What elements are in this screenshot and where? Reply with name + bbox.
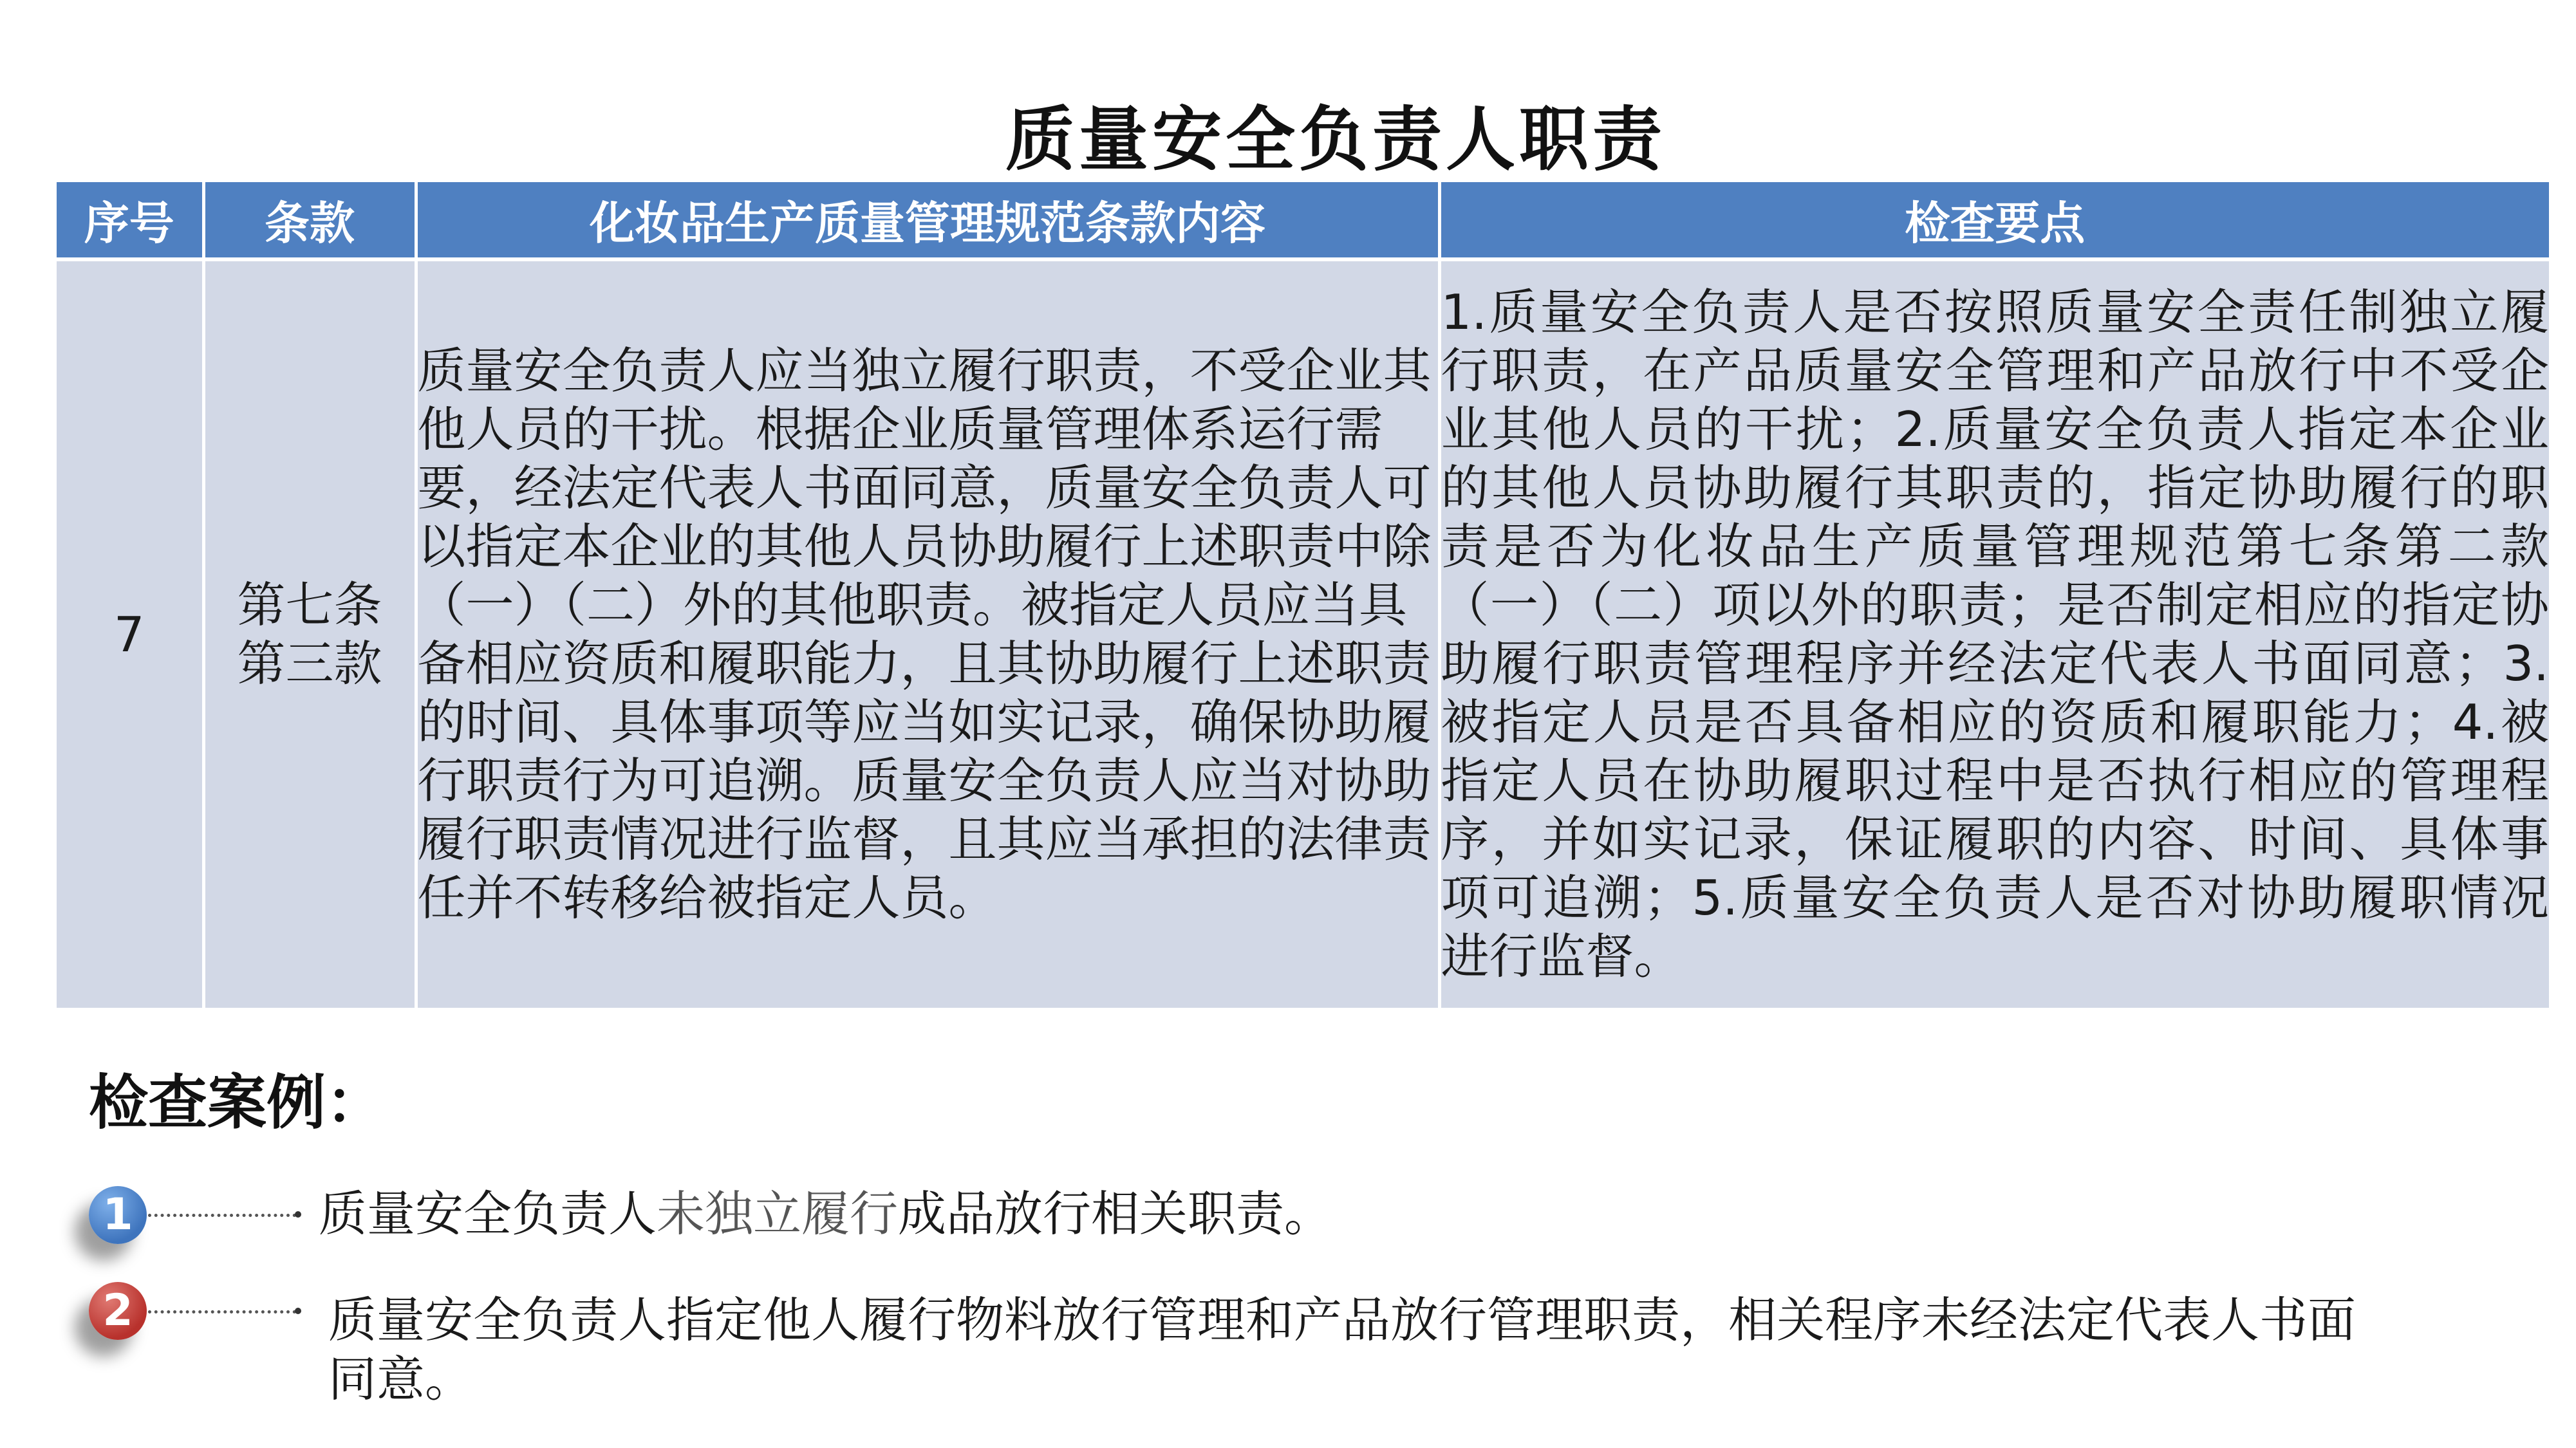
cell-number: 7 — [57, 259, 203, 1008]
case-1-leader-dot — [295, 1211, 301, 1218]
case-1-number-badge: 1 — [89, 1186, 147, 1244]
cases-title: 检查案例： — [89, 1068, 386, 1137]
case-2-leader-dot — [295, 1308, 301, 1314]
case-1-text — [319, 1184, 1332, 1243]
points-text: 1.质量安全负责人是否按照质量安全责任制独立履行职责，在产品质量安全管理和产品放行中不受企业其他人员的干扰；2.质量安全负责人指定本企业的其他人员协助履行其职责的，指定协助履行的职责是否为化妆品生产质量管理规范第七条第二款（一）（二）项以外的职责；是否制定相应的指定协助履行职责管理程序并经法定代表人书面同意；3.被指定人员是否具备相应的资质和履职能力；4.被指定人员在协助履职过程中是否执行相应的管理程序，并如实记录，保证履职的内容、时间、具体事项可追溯；5.质量安全负责人是否对协助履职情况进行监督。 — [1441, 284, 2549, 985]
case-1-text-before: 质量安全负责人 — [319, 1185, 657, 1242]
header-clause: 条款 — [203, 182, 416, 259]
header-number: 序号 — [57, 182, 203, 259]
cell-clause: 第七条 第三款 — [203, 259, 416, 1008]
case-2-text: 质量安全负责人指定他人履行物料放行管理和产品放行管理职责，相关程序未经法定代表人书面同意。 — [328, 1292, 2357, 1407]
case-1-text-highlight: 未独立履行 — [657, 1185, 899, 1242]
cell-points — [1439, 259, 2549, 1008]
clause-table — [57, 182, 2549, 1008]
header-content: 化妆品生产质量管理规范条款内容 — [416, 182, 1439, 259]
case-2-number-badge: 2 — [89, 1282, 147, 1340]
table-row — [57, 259, 2549, 1008]
header-points: 检查要点 — [1439, 182, 2549, 259]
case-1-leader-line — [148, 1214, 296, 1217]
page-title: 质量安全负责人职责 — [1005, 100, 1666, 180]
cell-content — [416, 259, 1439, 1008]
content-text: 质量安全负责人应当独立履行职责，不受企业其他人员的干扰。根据企业质量管理体系运行需要，经法定代表人书面同意，质量安全负责人可以指定本企业的其他人员协助履行上述职责中除（一）（二）外的其他职责。被指定人员应当具备相应资质和履职能力，且其协助履行上述职责的时间、具体事项等应当如实记录，确保协助履行职责行为可追溯。质量安全负责人应当对协助履行职责情况进行监督，且其应当承担的法律责任并不转移给被指定人员。 — [417, 342, 1432, 926]
case-2-leader-line — [148, 1310, 296, 1313]
case-1-text-after: 成品放行相关职责。 — [898, 1185, 1333, 1242]
table-header-row — [57, 182, 2549, 259]
